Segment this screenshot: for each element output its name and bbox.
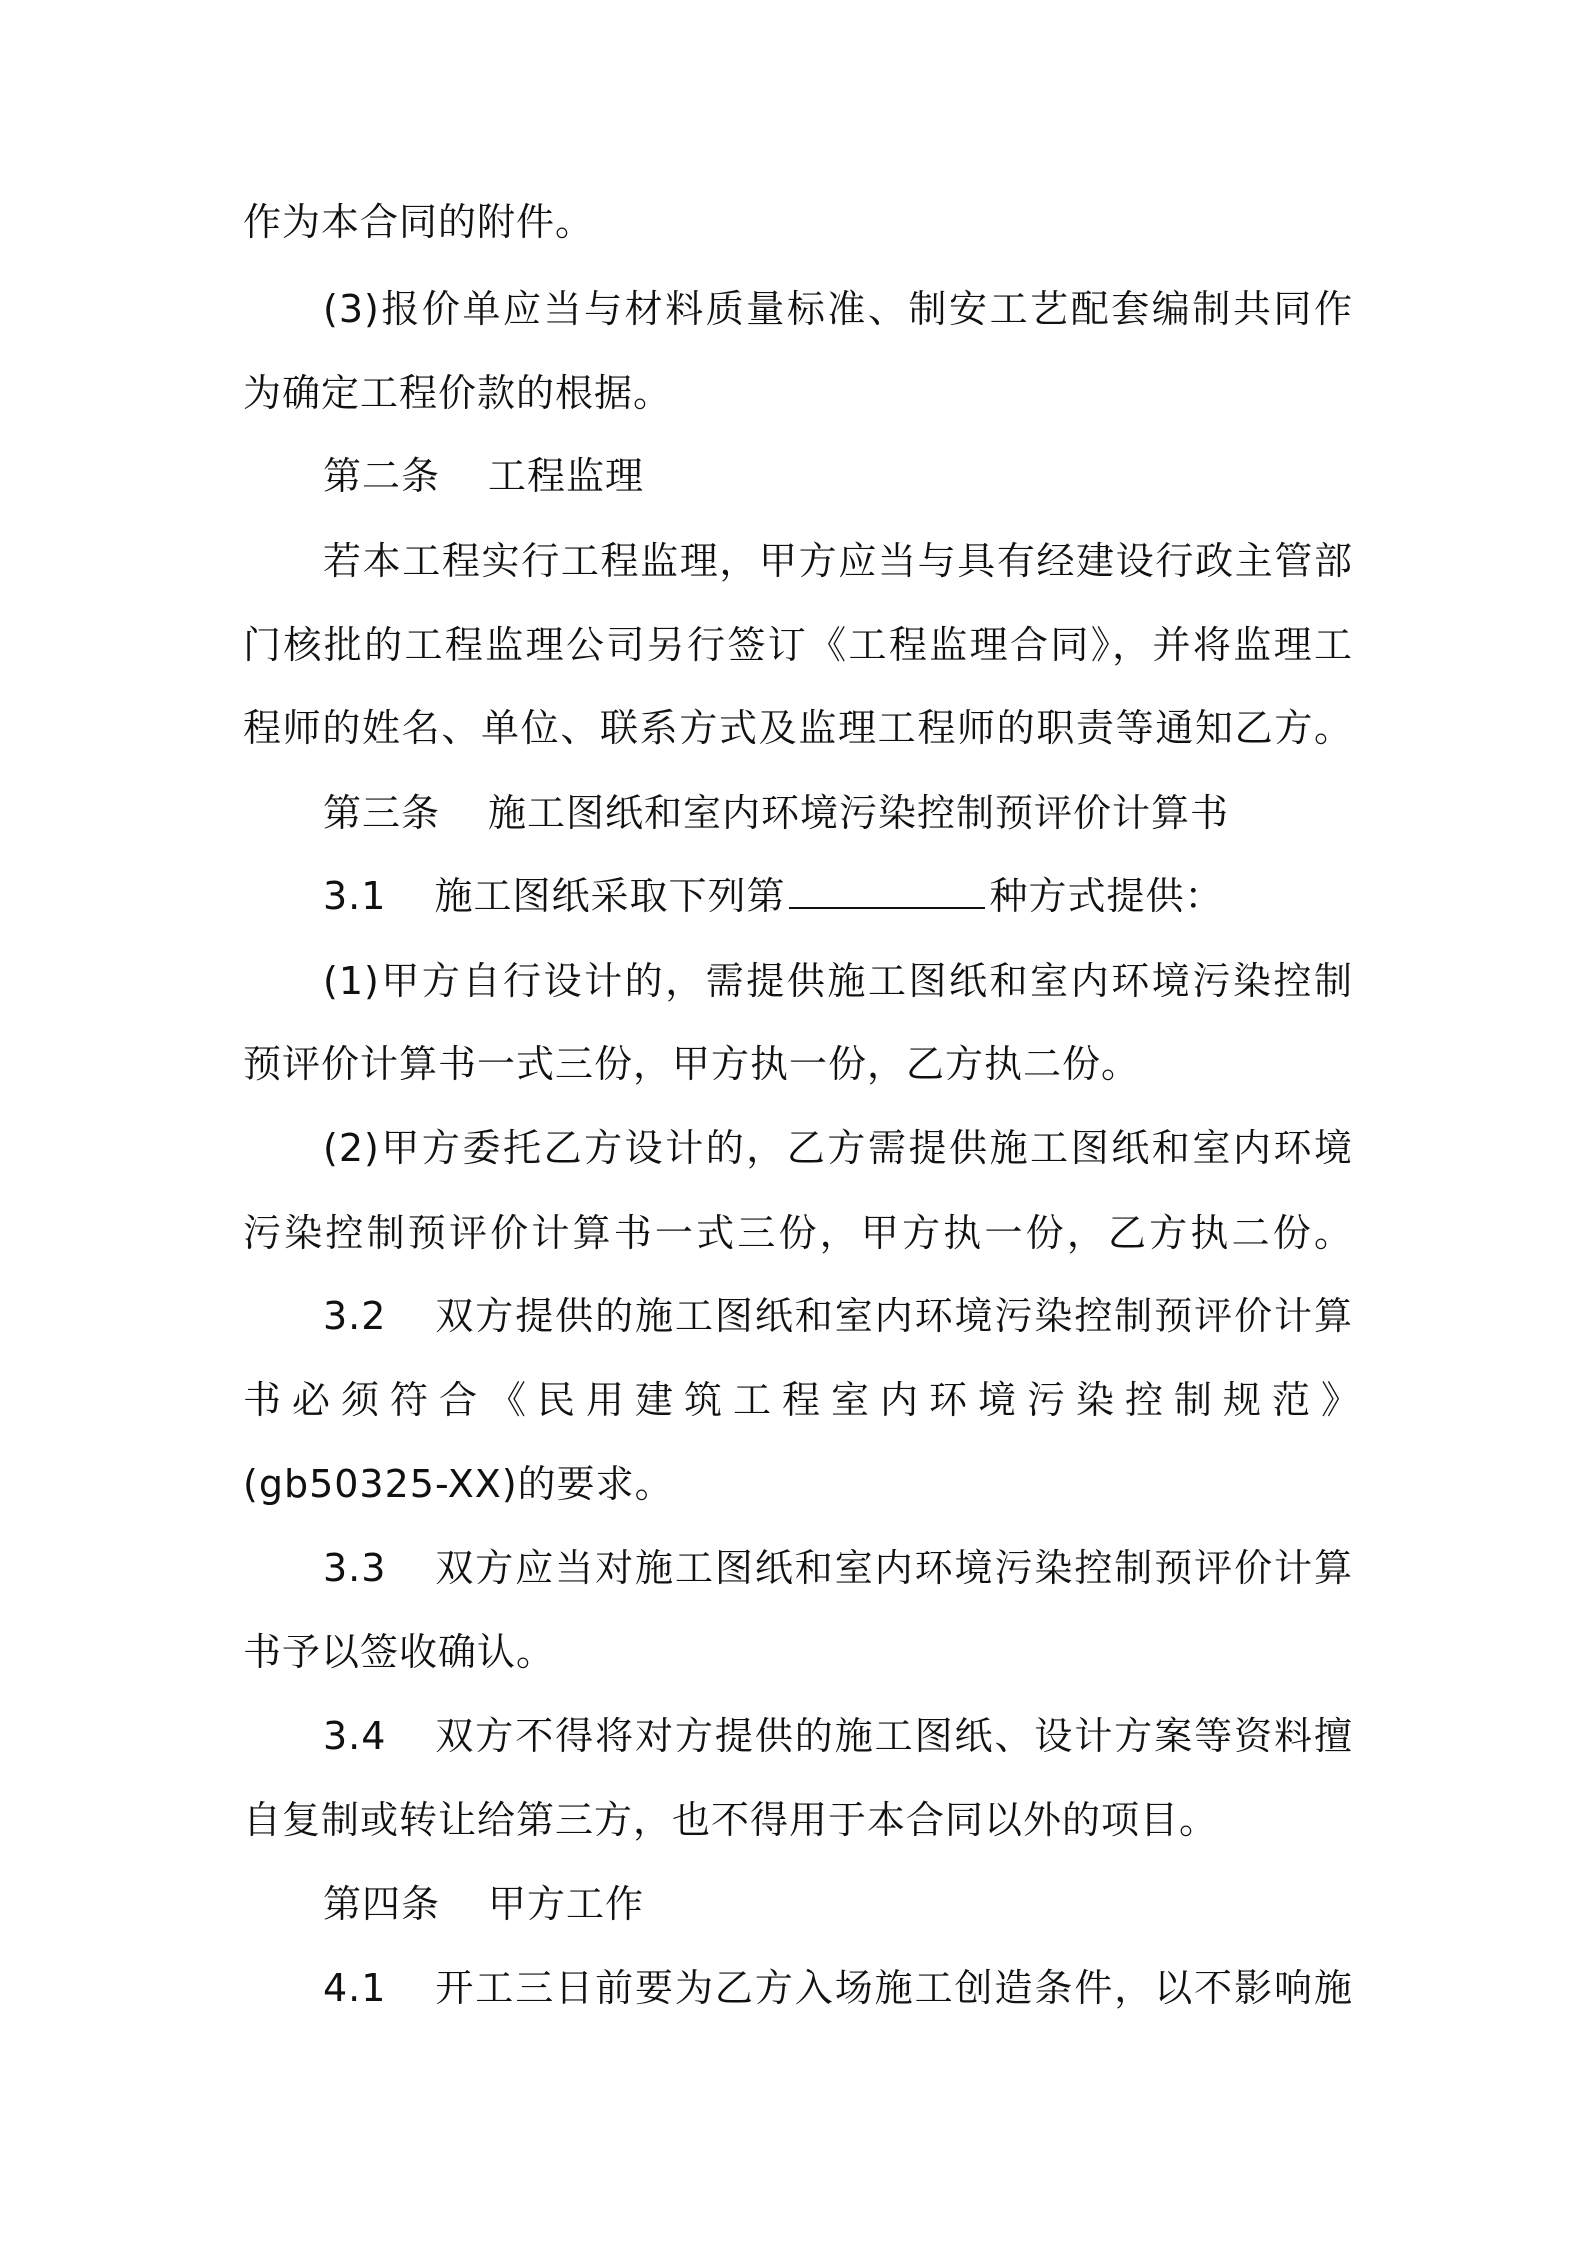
article-heading-3 [323,789,1353,837]
clause-number: 3.2 [323,1294,387,1338]
text-line-5: 若本工程实行工程监理，甲方应当与具有经建设行政主管部 [323,539,1353,583]
text-line-12: (2)甲方委托乙方设计的，乙方需提供施工图纸和室内环境 [323,1126,1353,1170]
text-line-16: (gb50325-XX)的要求。 [243,1462,674,1506]
text-line-6: 门核批的工程监理公司另行签订《工程监理合同》，并将监理工 [243,623,1353,667]
clause-number: 3.4 [323,1714,387,1758]
clause-3-2: 3.2 双方提供的施工图纸和室内环境污染控制预评价计算 [323,1294,1353,1338]
text-line-3: 为确定工程价款的根据。 [243,371,673,415]
article-title: 甲方工作 [488,1882,645,1926]
text-line-13: 污染控制预评价计算书一式三份，甲方执一份，乙方执二份。 [243,1211,1353,1255]
fill-in-blank[interactable] [789,873,985,909]
clause-4-1: 4.1 开工三日前要为乙方入场施工创造条件，以不影响施 [323,1966,1353,2010]
text-line-10: (1)甲方自行设计的，需提供施工图纸和室内环境污染控制 [323,959,1353,1003]
clause-3-4: 3.4 双方不得将对方提供的施工图纸、设计方案等资料擅 [323,1714,1353,1758]
article-title: 工程监理 [488,454,645,498]
clause-3-3: 3.3 双方应当对施工图纸和室内环境污染控制预评价计算 [323,1546,1353,1590]
text-line-2: (3)报价单应当与材料质量标准、制安工艺配套编制共同作 [323,287,1353,331]
clause-3-1: 3.1 施工图纸采取下列第 种方式提供： [323,874,1224,918]
clause-number: 3.3 [323,1546,387,1590]
clause-number: 3.1 [323,874,387,918]
article-number: 第三条 [323,791,441,835]
text-line-1: 作为本合同的附件。 [243,200,595,244]
text-line-15: 书必须符合《民用建筑工程室内环境污染控制规范》 [243,1378,1371,1422]
article-heading-2 [323,452,1353,500]
article-number: 第四条 [323,1882,441,1926]
text-line-20: 自复制或转让给第三方，也不得用于本合同以外的项目。 [243,1798,1219,1842]
text-line-7: 程师的姓名、单位、联系方式及监理工程师的职责等通知乙方。 [243,706,1353,750]
clause-number: 4.1 [323,1966,387,2010]
text-line-18: 书予以签收确认。 [243,1630,556,1674]
text-line-11: 预评价计算书一式三份，甲方执一份，乙方执二份。 [243,1042,1141,1086]
article-heading-4 [323,1880,1353,1928]
article-number: 第二条 [323,454,441,498]
article-title: 施工图纸和室内环境污染控制预评价计算书 [488,791,1230,835]
